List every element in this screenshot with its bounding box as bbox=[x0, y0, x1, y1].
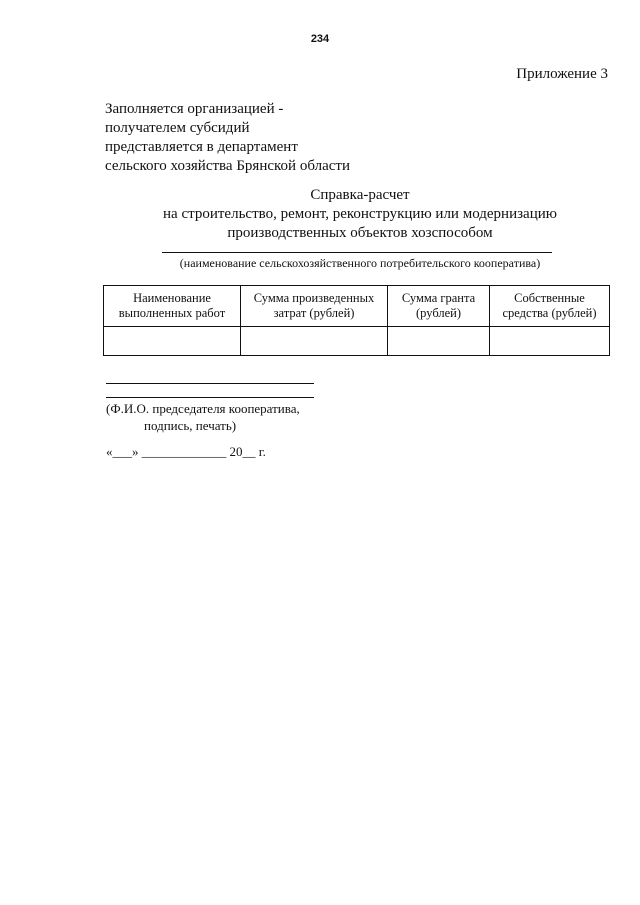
table-cell[interactable] bbox=[241, 327, 388, 356]
header-cell bbox=[241, 286, 388, 327]
header-cell bbox=[104, 286, 241, 327]
appendix-label: Приложение 3 bbox=[516, 66, 608, 82]
preamble-line: сельского хозяйства Брянской области bbox=[105, 158, 350, 174]
header-text: затрат (рублей) bbox=[273, 306, 355, 320]
signature-caption bbox=[106, 400, 300, 434]
date-line: «___» _____________ 20__ г. bbox=[106, 444, 266, 459]
header-text: Наименование bbox=[133, 291, 211, 305]
preamble-line: представляется в департамент bbox=[105, 139, 298, 155]
header-cell bbox=[388, 286, 490, 327]
header-text: (рублей) bbox=[415, 306, 462, 320]
header-cell bbox=[490, 286, 610, 327]
title-line: Справка-расчет bbox=[310, 187, 410, 203]
title-line: производственных объектов хозспособом bbox=[227, 225, 493, 241]
preamble-line: Заполняется организацией - bbox=[105, 101, 284, 117]
signature-caption-line: подпись, печать) bbox=[144, 418, 237, 433]
header-text: Сумма произведенных bbox=[253, 291, 375, 305]
signature-line[interactable] bbox=[106, 383, 314, 384]
header-text: Сумма гранта bbox=[401, 291, 476, 305]
preamble-line: получателем субсидий bbox=[105, 120, 250, 136]
table-cell[interactable] bbox=[104, 327, 241, 356]
table-cell[interactable] bbox=[490, 327, 610, 356]
document-title bbox=[140, 186, 580, 243]
signature-caption-line: (Ф.И.О. председателя кооператива, bbox=[106, 401, 300, 416]
calculation-table bbox=[103, 285, 610, 356]
header-text: средства (рублей) bbox=[502, 306, 597, 320]
cooperative-caption: (наименование сельскохозяйственного потребительского кооператива) bbox=[179, 256, 541, 270]
table-cell[interactable] bbox=[388, 327, 490, 356]
page-number: 234 bbox=[310, 33, 330, 45]
table-header-row bbox=[104, 286, 610, 327]
preamble bbox=[105, 100, 350, 176]
title-line: на строительство, ремонт, реконструкцию или модернизацию bbox=[163, 206, 557, 222]
cooperative-name-field[interactable] bbox=[162, 252, 552, 253]
name-line[interactable] bbox=[106, 397, 314, 398]
header-text: Собственные bbox=[514, 291, 585, 305]
header-text: выполненных работ bbox=[118, 306, 226, 320]
table-row bbox=[104, 327, 610, 356]
